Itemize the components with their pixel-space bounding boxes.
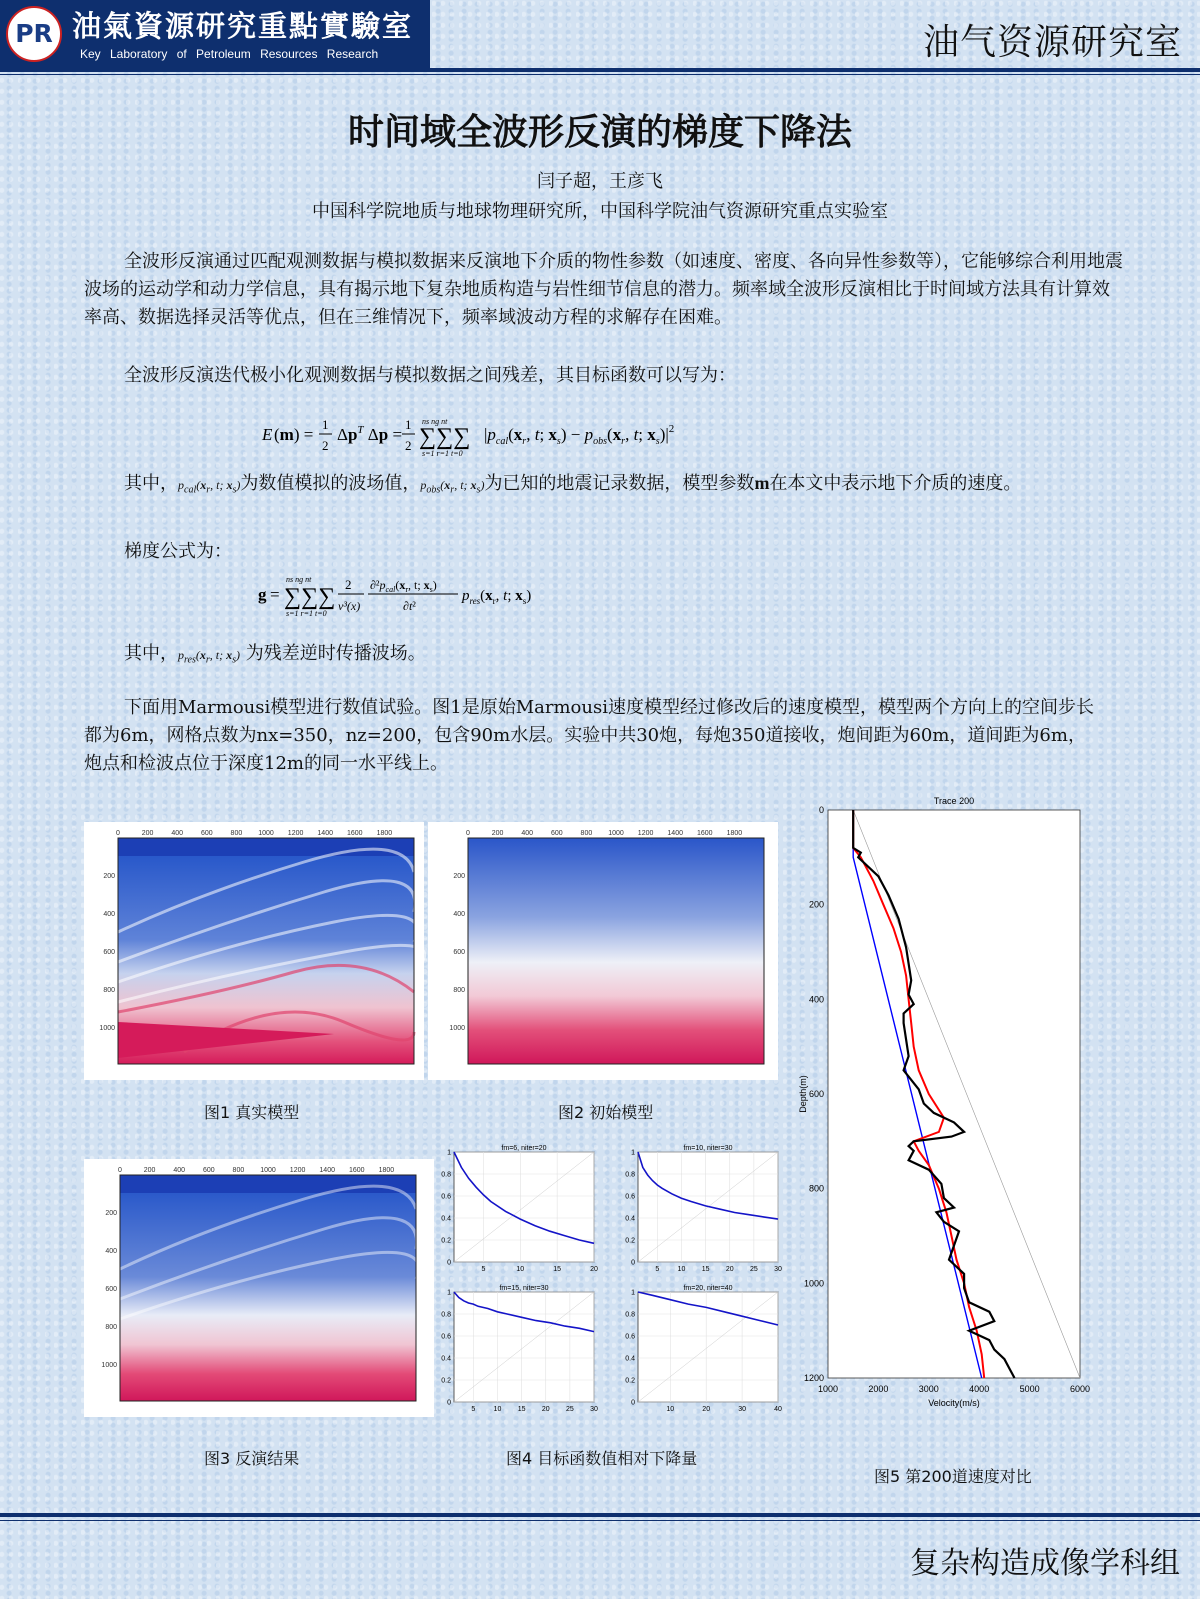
plot-title: fm=6, niter=20	[501, 1145, 547, 1152]
y-tick-label: 200	[808, 899, 824, 910]
paragraph-gradient-intro: 梯度公式为：	[124, 541, 232, 562]
svg-text:1800: 1800	[726, 830, 743, 837]
svg-text:∑∑∑: ∑∑∑	[419, 424, 471, 450]
y-tick-label: 0	[447, 1399, 451, 1407]
svg-text:1200: 1200	[289, 1167, 306, 1174]
fig5-frame	[828, 810, 1080, 1378]
paragraph-experiment: 下面用Marmousi模型进行数值试验。图1是原始Marmousi速度模型经过修改后的速度模型，模型两个方向上的空间步长都为6m，网格点数为nx=350，nz=200，包含90m水层。实验中共30炮，每炮350道接收，炮间距为60m，道间距为6m，炮点和检波点位于深度12m的同一水平线上。	[84, 697, 1094, 774]
x-tick-label: 5	[471, 1406, 476, 1413]
y-tick-label: 0	[818, 805, 824, 815]
fig3-y-ticks	[101, 1210, 117, 1369]
svg-text:ns ng nt: ns ng nt	[422, 417, 448, 426]
svg-text:1800: 1800	[378, 1167, 395, 1174]
svg-text:pres(xr, t; xs): $p_{res}(x_r$, t; $x_s$)	[462, 588, 532, 606]
svg-text:v³(x): v³(x)	[338, 599, 361, 613]
svg-text:0: 0	[116, 830, 120, 837]
x-tick-label: 1000	[817, 1384, 839, 1394]
logo-icon: PR	[6, 6, 62, 62]
svg-text:∂²pcal(xr, t; xs): $\partial^2p_{cal}(x_r$, t; $x_s$)	[370, 578, 437, 594]
y-tick-label: 1	[447, 1289, 451, 1297]
svg-text:800: 800	[230, 830, 243, 837]
paragraph-definitions: 其中，$p_{cal}(x_r$, t; $x_s$)为数值模拟的波场值，$p_{obs}(x_r$, t; $x_s$)为已知的地震记录数据，模型参数m在本文中表示地下介质的速度。	[124, 473, 1022, 496]
svg-text:600: 600	[453, 949, 465, 956]
y-tick-label: 1200	[803, 1373, 824, 1383]
svg-text:200: 200	[453, 873, 465, 880]
y-tick-label: 0.8	[441, 1171, 451, 1179]
svg-text:200: 200	[105, 1210, 117, 1217]
svg-text:1000: 1000	[101, 1362, 117, 1369]
y-tick-label: 600	[808, 1089, 824, 1099]
paper-title: 时间域全波形反演的梯度下降法	[347, 112, 852, 153]
fig5-y-label: Depth(m)	[798, 1075, 808, 1113]
svg-text:ns ng nt: ns ng nt	[286, 575, 312, 584]
paragraph-residual: 其中，$p_{res}(x_r$, t; $x_s$) 为残差逆时传播波场。	[124, 643, 426, 666]
group-name: 复杂构造成像学科组	[910, 1546, 1180, 1581]
svg-text:1000: 1000	[99, 1025, 115, 1032]
footer-divider-thin	[0, 1520, 1200, 1521]
svg-text:800: 800	[103, 987, 115, 994]
svg-text:600: 600	[103, 949, 115, 956]
y-tick-label: 0.6	[625, 1333, 635, 1341]
y-tick-label: 0.6	[625, 1193, 635, 1201]
svg-text:1600: 1600	[697, 830, 713, 837]
x-tick-label: 4000	[969, 1384, 990, 1394]
svg-text:600: 600	[550, 830, 563, 837]
x-tick-label: 15	[553, 1266, 562, 1273]
svg-text:2: 2	[322, 438, 329, 453]
svg-text:600: 600	[202, 1167, 215, 1174]
y-tick-label: 0.2	[625, 1237, 635, 1245]
svg-text:400: 400	[173, 1167, 186, 1174]
misfit-plot-3	[441, 1285, 598, 1413]
svg-text:s=1 r=1 t=0: s=1 r=1 t=0	[422, 449, 463, 458]
svg-text:1600: 1600	[349, 1167, 365, 1174]
y-tick-label: 0.4	[625, 1215, 635, 1223]
x-tick-label: 5	[481, 1266, 486, 1273]
svg-text:400: 400	[103, 911, 115, 918]
objective-function-equation	[262, 412, 712, 463]
svg-text:1400: 1400	[667, 830, 683, 837]
misfit-plot-4	[625, 1285, 782, 1413]
plot-title: fm=20, niter=40	[683, 1285, 733, 1292]
svg-text:1: 1	[405, 417, 412, 432]
svg-text:E: E	[262, 425, 273, 444]
y-tick-label: 0.4	[625, 1355, 635, 1363]
svg-text:1800: 1800	[376, 830, 393, 837]
svg-text:800: 800	[580, 830, 593, 837]
footer-divider	[0, 1513, 1200, 1517]
y-tick-label: 0.8	[625, 1171, 635, 1179]
svg-text:400: 400	[171, 830, 184, 837]
y-tick-label: 0.4	[441, 1215, 451, 1223]
svg-text:∑∑∑: ∑∑∑	[284, 584, 336, 610]
svg-text:0: 0	[118, 1167, 122, 1174]
paragraph-objective: 全波形反演迭代极小化观测数据与模拟数据之间残差，其目标函数可以写为：	[124, 365, 736, 386]
svg-text:1600: 1600	[347, 830, 363, 837]
svg-text:1000: 1000	[608, 830, 624, 837]
svg-text:0: 0	[466, 830, 470, 837]
svg-text:1200: 1200	[287, 830, 304, 837]
svg-text:600: 600	[105, 1286, 117, 1293]
y-tick-label: 0.2	[441, 1377, 451, 1385]
svg-text:=: =	[270, 585, 280, 604]
affiliation: 中国科学院地质与地球物理研究所，中国科学院油气资源研究重点实验室	[312, 201, 888, 222]
svg-text:200: 200	[143, 1167, 156, 1174]
x-tick-label: 10	[666, 1406, 675, 1413]
plot-title: fm=15, niter=30	[499, 1285, 549, 1292]
x-tick-label: 25	[565, 1406, 574, 1413]
gradient-equation	[258, 570, 558, 625]
x-tick-label: 6000	[1069, 1384, 1091, 1394]
x-tick-label: 10	[516, 1266, 525, 1273]
lab-name: 油气资源研究室	[922, 22, 1182, 63]
x-tick-label: 20	[590, 1266, 598, 1273]
logo-english-name: Key Laboratory of Petroleum Resources Research	[80, 47, 379, 61]
svg-text:400: 400	[521, 830, 534, 837]
x-tick-label: 10	[493, 1406, 502, 1413]
figure-2-initial-model	[428, 822, 778, 1080]
svg-text:200: 200	[491, 830, 504, 837]
fig3-x-ticks	[118, 1167, 394, 1174]
svg-text:200: 200	[103, 873, 115, 880]
x-tick-label: 3000	[918, 1384, 939, 1394]
y-tick-label: 0.8	[625, 1311, 635, 1319]
svg-text:800: 800	[453, 987, 465, 994]
y-tick-label: 0.2	[441, 1237, 451, 1245]
svg-text:ΔpT Δp =: $\Delta p^T$ Δp =	[337, 424, 403, 444]
figure-2-caption: 图2 初始模型	[558, 1103, 654, 1122]
y-tick-label: 0	[631, 1399, 635, 1407]
header-bar	[0, 0, 1200, 70]
paragraph-intro: 全波形反演通过匹配观测数据与模拟数据来反演地下介质的物性参数（如速度、密度、各向异性参数等），它能够综合利用地震波场的运动学和动力学信息，具有揭示地下复杂地质构造与岩性细节信息的潜力。频率域全波形反演相比于时间域方法具有计算效率高、数据选择灵活等优点，但在三维情况下，频率域波动方程的求解存在困难。	[84, 251, 1123, 328]
x-tick-label: 2000	[868, 1384, 889, 1394]
x-tick-label: 15	[517, 1406, 526, 1413]
fig2-y-ticks	[449, 873, 465, 1032]
plot-title: fm=10, niter=30	[683, 1145, 733, 1152]
svg-text:1: 1	[322, 417, 329, 432]
svg-text:600: 600	[200, 830, 213, 837]
figure-1-caption: 图1 真实模型	[204, 1103, 300, 1122]
y-tick-label: 1000	[803, 1278, 824, 1289]
x-tick-label: 40	[774, 1406, 782, 1413]
svg-text:1400: 1400	[319, 1167, 335, 1174]
svg-text:1000: 1000	[449, 1025, 465, 1032]
x-tick-label: 5000	[1019, 1384, 1040, 1394]
svg-text:g: g	[258, 585, 267, 604]
figure-5-trace-comparison	[798, 790, 1102, 1480]
y-tick-label: 1	[631, 1289, 635, 1297]
y-tick-label: 1	[447, 1149, 451, 1157]
logo-banner	[0, 0, 430, 68]
x-tick-label: 20	[702, 1406, 711, 1413]
y-tick-label: 1	[631, 1149, 635, 1157]
y-tick-label: 0.8	[441, 1311, 451, 1319]
x-tick-label: 20	[541, 1406, 550, 1413]
fig5-title: Trace 200	[933, 796, 975, 806]
svg-text:800: 800	[105, 1324, 117, 1331]
fig1-x-ticks	[116, 830, 392, 837]
svg-text:800: 800	[232, 1167, 245, 1174]
svg-text:2: 2	[345, 577, 352, 592]
authors: 闫子超，王彦飞	[537, 171, 663, 192]
svg-text:400: 400	[105, 1248, 117, 1255]
figure-5-caption: 图5 第200道速度对比	[874, 1467, 1032, 1486]
y-tick-label: 0	[447, 1259, 451, 1267]
header-divider-thin	[0, 74, 1200, 75]
y-tick-label: 0	[631, 1259, 635, 1267]
figure-1-true-model	[84, 822, 424, 1080]
figure-4-caption: 图4 目标函数值相对下降量	[506, 1449, 698, 1468]
x-tick-label: 30	[590, 1406, 598, 1413]
x-tick-label: 10	[677, 1266, 686, 1273]
svg-text:(m) =: (m) =	[274, 425, 314, 444]
x-tick-label: 5	[655, 1266, 660, 1273]
y-tick-label: 400	[808, 994, 824, 1005]
figure-3-inversion-result	[84, 1159, 434, 1417]
figure-4-misfit-curves	[438, 1142, 798, 1432]
svg-text:1000: 1000	[258, 830, 274, 837]
y-tick-label: 0.2	[625, 1377, 635, 1385]
svg-text:400: 400	[453, 911, 465, 918]
misfit-plot-2	[625, 1145, 782, 1273]
x-tick-label: 25	[749, 1266, 758, 1273]
svg-text:∂t²: ∂t²	[403, 599, 416, 613]
fig5-x-label: Velocity(m/s)	[928, 1398, 980, 1408]
svg-text:|pcal(xr, t; xs) − pobs(xr, t;: $|p_{cal}(x_r$, t; $x_s) - p_{obs}(x_r$, t; $x_s)|^2$	[484, 423, 675, 447]
x-tick-label: 30	[774, 1266, 782, 1273]
y-tick-label: 0.4	[441, 1355, 451, 1363]
x-tick-label: 15	[701, 1266, 710, 1273]
fig1-y-ticks	[99, 873, 115, 1032]
y-tick-label: 0.6	[441, 1193, 451, 1201]
svg-text:2: 2	[405, 438, 412, 453]
x-tick-label: 30	[738, 1406, 747, 1413]
x-tick-label: 20	[725, 1266, 734, 1273]
svg-text:1000: 1000	[260, 1167, 276, 1174]
logo-chinese-name: 油氣資源研究重點實驗室	[72, 9, 414, 43]
figure-3-caption: 图3 反演结果	[204, 1449, 300, 1468]
svg-text:1200: 1200	[637, 830, 654, 837]
y-tick-label: 0.6	[441, 1333, 451, 1341]
fig2-x-ticks	[466, 830, 742, 837]
svg-text:200: 200	[141, 830, 154, 837]
svg-text:s=1 r=1 t=0: s=1 r=1 t=0	[286, 609, 327, 618]
misfit-plot-1	[441, 1145, 598, 1273]
header-divider	[0, 68, 1200, 72]
y-tick-label: 800	[808, 1183, 824, 1194]
svg-text:1400: 1400	[317, 830, 333, 837]
